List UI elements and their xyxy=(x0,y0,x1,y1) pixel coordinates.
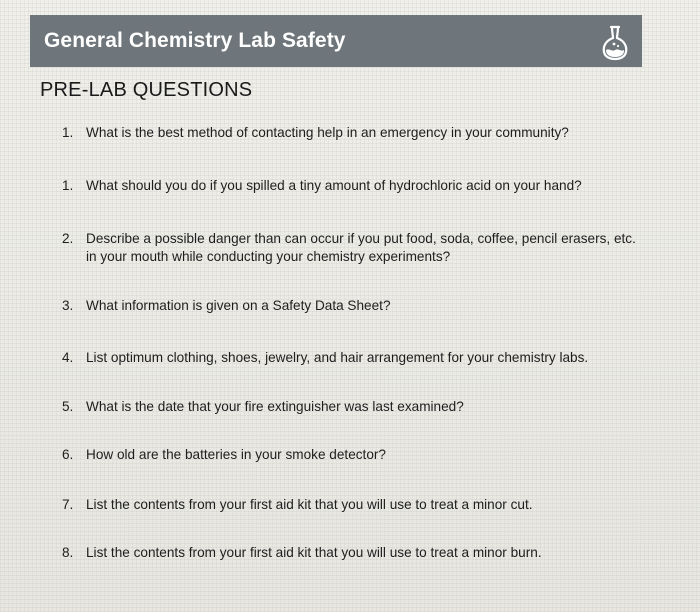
question-text: How old are the batteries in your smoke detector? xyxy=(86,447,386,462)
question-number: 1. xyxy=(62,178,74,193)
question-item xyxy=(62,544,642,562)
question-text: List optimum clothing, shoes, jewelry, and hair arrangement for your chemistry labs. xyxy=(86,350,589,365)
question-text: What information is given on a Safety Data Sheet? xyxy=(86,298,391,313)
question-item xyxy=(62,446,642,464)
question-item xyxy=(62,496,642,514)
question-text: What should you do if you spilled a tiny amount of hydrochloric acid on your hand? xyxy=(86,178,582,193)
question-text: List the contents from your first aid kit that you will use to treat a minor burn. xyxy=(86,545,542,560)
question-item xyxy=(62,398,642,416)
question-number: 3. xyxy=(62,298,74,313)
question-item xyxy=(62,124,642,142)
question-item xyxy=(62,230,642,266)
header-title: General Chemistry Lab Safety xyxy=(44,29,346,52)
question-item xyxy=(62,297,642,315)
question-text: What is the best method of contacting help in an emergency in your community? xyxy=(86,125,569,140)
header-bar xyxy=(30,15,642,67)
question-text: What is the date that your fire extinguisher was last examined? xyxy=(86,399,464,414)
question-item xyxy=(62,349,642,367)
question-number: 1. xyxy=(62,125,74,140)
question-text: Describe a possible danger than can occur if you put food, soda, coffee, pencil erasers, etc. in your mouth while conducting your chemistry experiments? xyxy=(86,231,636,264)
question-item xyxy=(62,177,642,195)
flask-icon xyxy=(598,23,632,61)
question-number: 8. xyxy=(62,545,74,560)
question-text: List the contents from your first aid kit that you will use to treat a minor cut. xyxy=(86,497,533,512)
question-number: 6. xyxy=(62,447,74,462)
question-number: 4. xyxy=(62,350,74,365)
question-number: 2. xyxy=(62,231,74,246)
question-number: 5. xyxy=(62,399,74,414)
section-title: PRE-LAB QUESTIONS xyxy=(40,79,253,101)
question-number: 7. xyxy=(62,497,74,512)
